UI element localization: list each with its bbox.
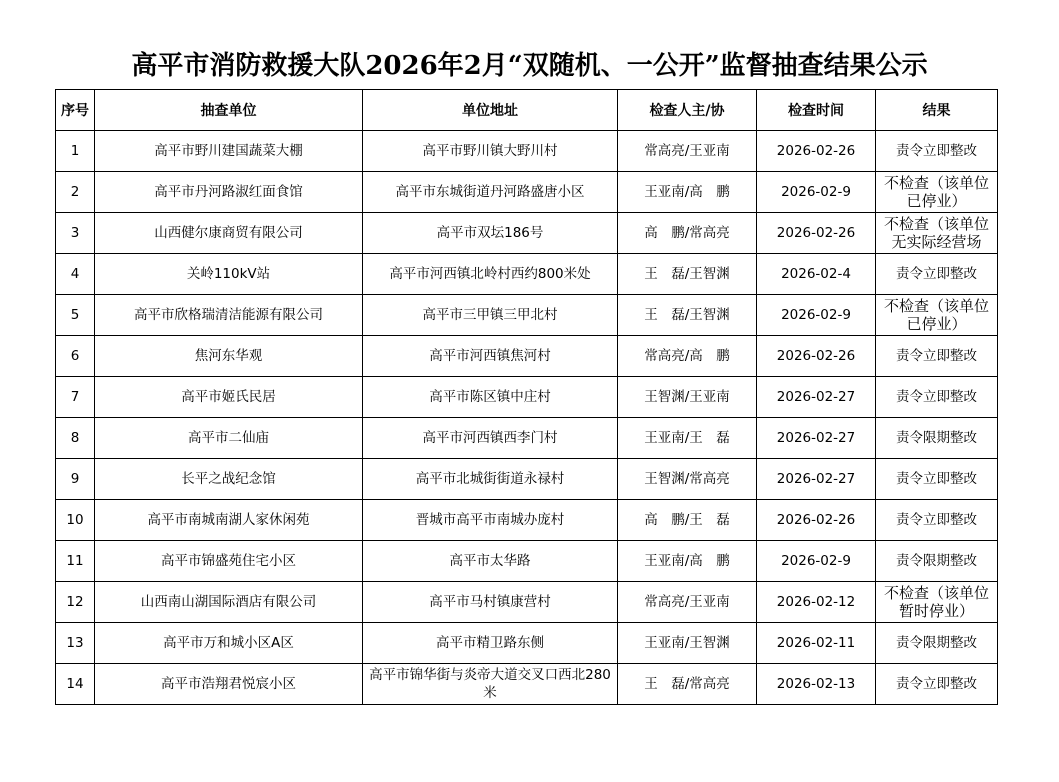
cell-inspectors: 王亚南/高 鹏 — [618, 172, 757, 213]
cell-inspectors: 王 磊/王智渊 — [618, 254, 757, 295]
cell-inspected-unit: 高平市二仙庙 — [95, 418, 363, 459]
cell-unit-address: 高平市北城街街道永禄村 — [363, 459, 618, 500]
cell-serial-number: 1 — [56, 131, 95, 172]
cell-serial-number: 9 — [56, 459, 95, 500]
table-row — [56, 377, 998, 418]
cell-serial-number: 4 — [56, 254, 95, 295]
inspection-results-table — [55, 89, 998, 705]
cell-inspected-unit: 关岭110kV站 — [95, 254, 363, 295]
cell-inspectors: 王 磊/王智渊 — [618, 295, 757, 336]
cell-serial-number: 12 — [56, 582, 95, 623]
cell-result: 责令限期整改 — [876, 418, 998, 459]
cell-unit-address: 高平市河西镇北岭村西约800米处 — [363, 254, 618, 295]
cell-inspection-date: 2026-02-12 — [757, 582, 876, 623]
header-serial-number: 序号 — [56, 90, 95, 131]
table-row — [56, 418, 998, 459]
cell-serial-number: 7 — [56, 377, 95, 418]
cell-result: 责令立即整改 — [876, 131, 998, 172]
cell-unit-address: 高平市河西镇焦河村 — [363, 336, 618, 377]
cell-result: 责令限期整改 — [876, 623, 998, 664]
cell-inspectors: 王亚南/王 磊 — [618, 418, 757, 459]
cell-inspectors: 王智渊/常高亮 — [618, 459, 757, 500]
cell-result: 责令立即整改 — [876, 254, 998, 295]
cell-serial-number: 3 — [56, 213, 95, 254]
table-row — [56, 459, 998, 500]
cell-inspected-unit: 高平市丹河路淑红面食馆 — [95, 172, 363, 213]
cell-inspection-date: 2026-02-9 — [757, 295, 876, 336]
cell-inspected-unit: 长平之战纪念馆 — [95, 459, 363, 500]
cell-result: 责令立即整改 — [876, 336, 998, 377]
table-header-row — [56, 90, 998, 131]
table-row — [56, 295, 998, 336]
cell-inspectors: 常高亮/高 鹏 — [618, 336, 757, 377]
cell-unit-address: 高平市东城街道丹河路盛唐小区 — [363, 172, 618, 213]
table-row — [56, 213, 998, 254]
cell-unit-address: 高平市陈区镇中庄村 — [363, 377, 618, 418]
cell-inspectors: 常高亮/王亚南 — [618, 582, 757, 623]
cell-serial-number: 6 — [56, 336, 95, 377]
cell-unit-address: 高平市三甲镇三甲北村 — [363, 295, 618, 336]
table-row — [56, 500, 998, 541]
cell-inspectors: 王亚南/高 鹏 — [618, 541, 757, 582]
cell-result: 责令立即整改 — [876, 459, 998, 500]
cell-unit-address: 高平市野川镇大野川村 — [363, 131, 618, 172]
cell-inspected-unit: 高平市万和城小区A区 — [95, 623, 363, 664]
header-result: 结果 — [876, 90, 998, 131]
cell-inspection-date: 2026-02-26 — [757, 213, 876, 254]
cell-inspectors: 常高亮/王亚南 — [618, 131, 757, 172]
cell-inspection-date: 2026-02-26 — [757, 500, 876, 541]
cell-inspection-date: 2026-02-4 — [757, 254, 876, 295]
table-row — [56, 582, 998, 623]
table-row — [56, 254, 998, 295]
cell-inspectors: 王智渊/王亚南 — [618, 377, 757, 418]
cell-inspection-date: 2026-02-13 — [757, 664, 876, 705]
cell-result: 责令立即整改 — [876, 377, 998, 418]
page-title: 高平市消防救援大队2026年2月“双随机、一公开”监督抽查结果公示 — [131, 51, 928, 81]
cell-inspected-unit: 山西健尔康商贸有限公司 — [95, 213, 363, 254]
cell-unit-address: 高平市双坛186号 — [363, 213, 618, 254]
cell-serial-number: 10 — [56, 500, 95, 541]
table-row — [56, 336, 998, 377]
table-row — [56, 172, 998, 213]
cell-inspectors: 高 鹏/王 磊 — [618, 500, 757, 541]
cell-inspection-date: 2026-02-9 — [757, 541, 876, 582]
cell-serial-number: 11 — [56, 541, 95, 582]
cell-inspection-date: 2026-02-26 — [757, 336, 876, 377]
cell-inspected-unit: 高平市浩翔君悦宸小区 — [95, 664, 363, 705]
cell-inspected-unit: 高平市锦盛苑住宅小区 — [95, 541, 363, 582]
header-inspected-unit: 抽查单位 — [95, 90, 363, 131]
cell-unit-address: 高平市精卫路东侧 — [363, 623, 618, 664]
cell-result: 责令限期整改 — [876, 541, 998, 582]
cell-inspection-date: 2026-02-26 — [757, 131, 876, 172]
cell-result: 不检查（该单位已停业） — [876, 295, 998, 336]
header-inspection-date: 检查时间 — [757, 90, 876, 131]
cell-inspected-unit: 焦河东华观 — [95, 336, 363, 377]
cell-result: 不检查（该单位已停业） — [876, 172, 998, 213]
table-row — [56, 623, 998, 664]
cell-unit-address: 高平市马村镇康营村 — [363, 582, 618, 623]
cell-unit-address: 高平市锦华街与炎帝大道交叉口西北280米 — [363, 664, 618, 705]
cell-serial-number: 14 — [56, 664, 95, 705]
cell-unit-address: 高平市河西镇西李门村 — [363, 418, 618, 459]
cell-serial-number: 5 — [56, 295, 95, 336]
cell-inspection-date: 2026-02-27 — [757, 459, 876, 500]
cell-inspected-unit: 高平市欣格瑞清洁能源有限公司 — [95, 295, 363, 336]
cell-result: 不检查（该单位无实际经营场 — [876, 213, 998, 254]
header-inspectors: 检查人主/协 — [618, 90, 757, 131]
cell-inspected-unit: 高平市姬氏民居 — [95, 377, 363, 418]
cell-inspectors: 高 鹏/常高亮 — [618, 213, 757, 254]
cell-result: 责令立即整改 — [876, 500, 998, 541]
cell-inspection-date: 2026-02-9 — [757, 172, 876, 213]
cell-inspected-unit: 高平市南城南湖人家休闲苑 — [95, 500, 363, 541]
table-row — [56, 664, 998, 705]
cell-inspected-unit: 高平市野川建国蔬菜大棚 — [95, 131, 363, 172]
table-row — [56, 131, 998, 172]
cell-result: 责令立即整改 — [876, 664, 998, 705]
cell-inspection-date: 2026-02-27 — [757, 418, 876, 459]
cell-inspectors: 王 磊/常高亮 — [618, 664, 757, 705]
cell-serial-number: 2 — [56, 172, 95, 213]
table-row — [56, 541, 998, 582]
cell-result: 不检查（该单位暂时停业） — [876, 582, 998, 623]
cell-unit-address: 晋城市高平市南城办庞村 — [363, 500, 618, 541]
cell-serial-number: 8 — [56, 418, 95, 459]
header-unit-address: 单位地址 — [363, 90, 618, 131]
cell-inspectors: 王亚南/王智渊 — [618, 623, 757, 664]
cell-inspected-unit: 山西南山湖国际酒店有限公司 — [95, 582, 363, 623]
cell-serial-number: 13 — [56, 623, 95, 664]
cell-inspection-date: 2026-02-11 — [757, 623, 876, 664]
cell-unit-address: 高平市太华路 — [363, 541, 618, 582]
cell-inspection-date: 2026-02-27 — [757, 377, 876, 418]
